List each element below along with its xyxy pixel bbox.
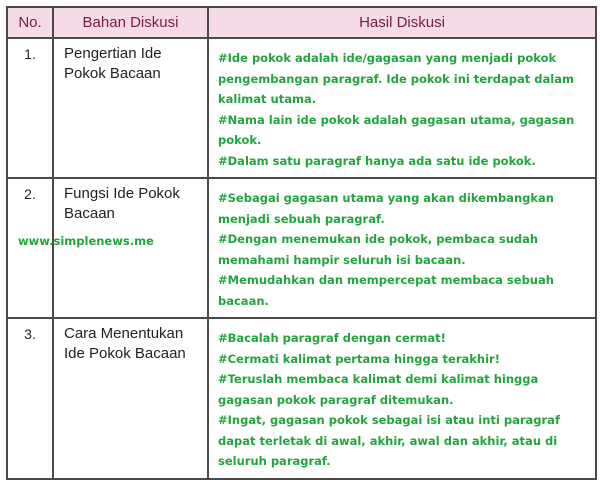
row-number: 3. — [7, 318, 53, 479]
header-no: No. — [7, 7, 53, 38]
header-bahan-diskusi: Bahan Diskusi — [53, 7, 208, 38]
result-point: #Sebagai gagasan utama yang akan dikembangkan menjadi sebuah paragraf. — [218, 191, 554, 226]
table-row — [7, 318, 596, 479]
watermark-text: www.simplenews.me — [18, 234, 154, 248]
table-row — [7, 178, 596, 318]
result-point: #Dalam satu paragraf hanya ada satu ide pokok. — [218, 153, 536, 168]
table-row — [7, 38, 596, 178]
result-point: #Ide pokok adalah ide/gagasan yang menjadi pokok pengembangan paragraf. Ide pokok ini terdapat dalam kalimat utama. — [218, 51, 574, 106]
header-hasil-diskusi: Hasil Diskusi — [208, 7, 596, 38]
result-point: #Ingat, gagasan pokok sebagai isi atau inti paragraf dapat terletak di awal, akhir, awal dan akhir, atau di seluruh paragraf. — [218, 413, 560, 468]
table-header-row — [7, 7, 596, 38]
row-topic: Cara Menentukan Ide Pokok Bacaan — [53, 318, 208, 479]
row-result — [208, 178, 596, 318]
row-result — [208, 38, 596, 178]
row-number: 2. — [7, 178, 53, 318]
row-number: 1. — [7, 38, 53, 178]
result-point: #Cermati kalimat pertama hingga terakhir! — [218, 351, 500, 366]
result-point: #Bacalah paragraf dengan cermat! — [218, 331, 446, 345]
result-point: #Memudahkan dan mempercepat membaca sebuah bacaan. — [218, 273, 554, 308]
result-point: #Teruslah membaca kalimat demi kalimat hingga gagasan pokok paragraf ditemukan. — [218, 372, 539, 407]
row-topic: Pengertian Ide Pokok Bacaan — [53, 38, 208, 178]
row-topic: Fungsi Ide Pokok Bacaan — [53, 178, 208, 318]
result-point: #Nama lain ide pokok adalah gagasan utama, gagasan pokok. — [218, 112, 575, 147]
result-point: #Dengan menemukan ide pokok, pembaca sudah memahami hampir seluruh isi bacaan. — [218, 232, 539, 267]
row-result — [208, 318, 596, 479]
